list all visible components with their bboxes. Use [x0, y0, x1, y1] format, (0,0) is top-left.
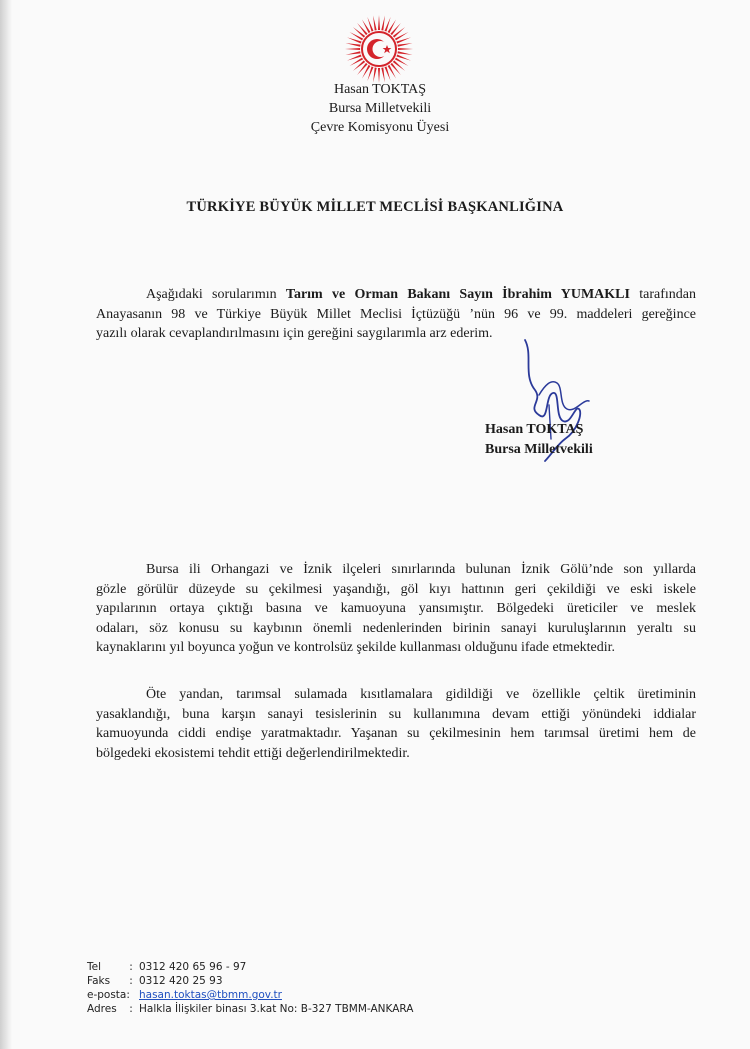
intro-text-c: tarafından [629, 287, 696, 302]
header-committee: Çevre Komisyonu Üyesi [310, 120, 450, 135]
signature-block [485, 420, 625, 459]
p2-line: odaları, söz konusu su kaybının önemli nedenlerinden birinin sanayi kuruluşlarının yeraltı su [96, 620, 696, 636]
fax-sep: : [129, 975, 133, 987]
address-sep: : [129, 1003, 133, 1015]
tbmm-emblem-icon [344, 14, 414, 84]
footer-tel-row [87, 960, 507, 974]
email-link[interactable]: hasan.toktas@tbmm.gov.tr [139, 989, 282, 1001]
header-block [250, 80, 510, 137]
tel-value: 0312 420 65 96 - 97 [139, 961, 247, 973]
p3-line: yasaklandığı, buna karşın sanayi tesislerinin su kullanımına devam ettiği yönündeki iddialar [96, 706, 696, 722]
fax-value: 0312 420 25 93 [139, 975, 223, 987]
page-edge-shadow [0, 0, 12, 1049]
minister-name: Tarım ve Orman Bakanı Sayın İbrahim YUMAKLI [285, 287, 630, 302]
p2-line: Bursa ili Orhangazi ve İznik ilçeleri sınırlarında bulunan İznik Gölü’nde son yıllarda [146, 562, 696, 577]
header-name: Hasan TOKTAŞ [333, 82, 427, 97]
footer-email-row [87, 988, 507, 1002]
p2-line: kaynaklarını yıl boyunca yoğun ve kontrolsüz şekilde kullanması olduğunu ifade etmektedir. [96, 640, 616, 655]
address-label: Adres [87, 1003, 117, 1015]
signature-name: Hasan TOKTAŞ [485, 422, 584, 437]
addressee-heading: TÜRKİYE BÜYÜK MİLLET MECLİSİ BAŞKANLIĞINA [186, 199, 564, 215]
intro-line-2: Anayasanın 98 ve Türkiye Büyük Millet Meclisi İçtüzüğü ’nün 96 ve 99. maddeleri gereğince [96, 306, 696, 322]
header-role: Bursa Milletvekili [328, 101, 432, 116]
tel-label: Tel [87, 961, 102, 973]
email-label: e-posta: [87, 989, 130, 1001]
signature-role: Bursa Milletvekili [485, 441, 593, 457]
address-value: Halkla İlişkiler binası 3.kat No: B-327 TBMM-ANKARA [139, 1003, 414, 1015]
body-paragraph-2 [96, 685, 696, 763]
intro-paragraph [96, 285, 696, 344]
p2-line: yapılarının ortaya çıktığı basına ve kamuoyuna yansımıştır. Bölgedeki üreticiler ve meslek [96, 601, 696, 616]
intro-text-a: Aşağıdaki sorularımın [146, 287, 286, 302]
footer-fax-row [87, 974, 507, 988]
body-paragraph-1 [96, 560, 696, 658]
tel-sep: : [129, 961, 133, 973]
p2-line: gözle görülür düzeyde su çekilmesi yaşandığı, göl kıyı hattının geri çekildiği ve eski iskele [96, 581, 696, 597]
intro-line-1 [96, 285, 696, 305]
p3-line: Öte yandan, tarımsal sulamada kısıtlamalara gidildiği ve özellikle çeltik üretiminin [146, 687, 696, 702]
p3-line: kamuoyunda ciddi endişe yaratmaktadır. Yaşanan su çekilmesinin hem tarımsal üretimi hem de [96, 726, 696, 741]
footer-address-row [87, 1002, 507, 1016]
p3-line: bölgedeki ekosistemi tehdit ettiği değerlendirilmektedir. [96, 745, 410, 761]
fax-label: Faks [87, 975, 111, 987]
contact-footer [87, 960, 507, 1016]
intro-line-3: yazılı olarak cevaplandırılmasını için gereğini saygılarımla arz ederim. [96, 326, 493, 341]
